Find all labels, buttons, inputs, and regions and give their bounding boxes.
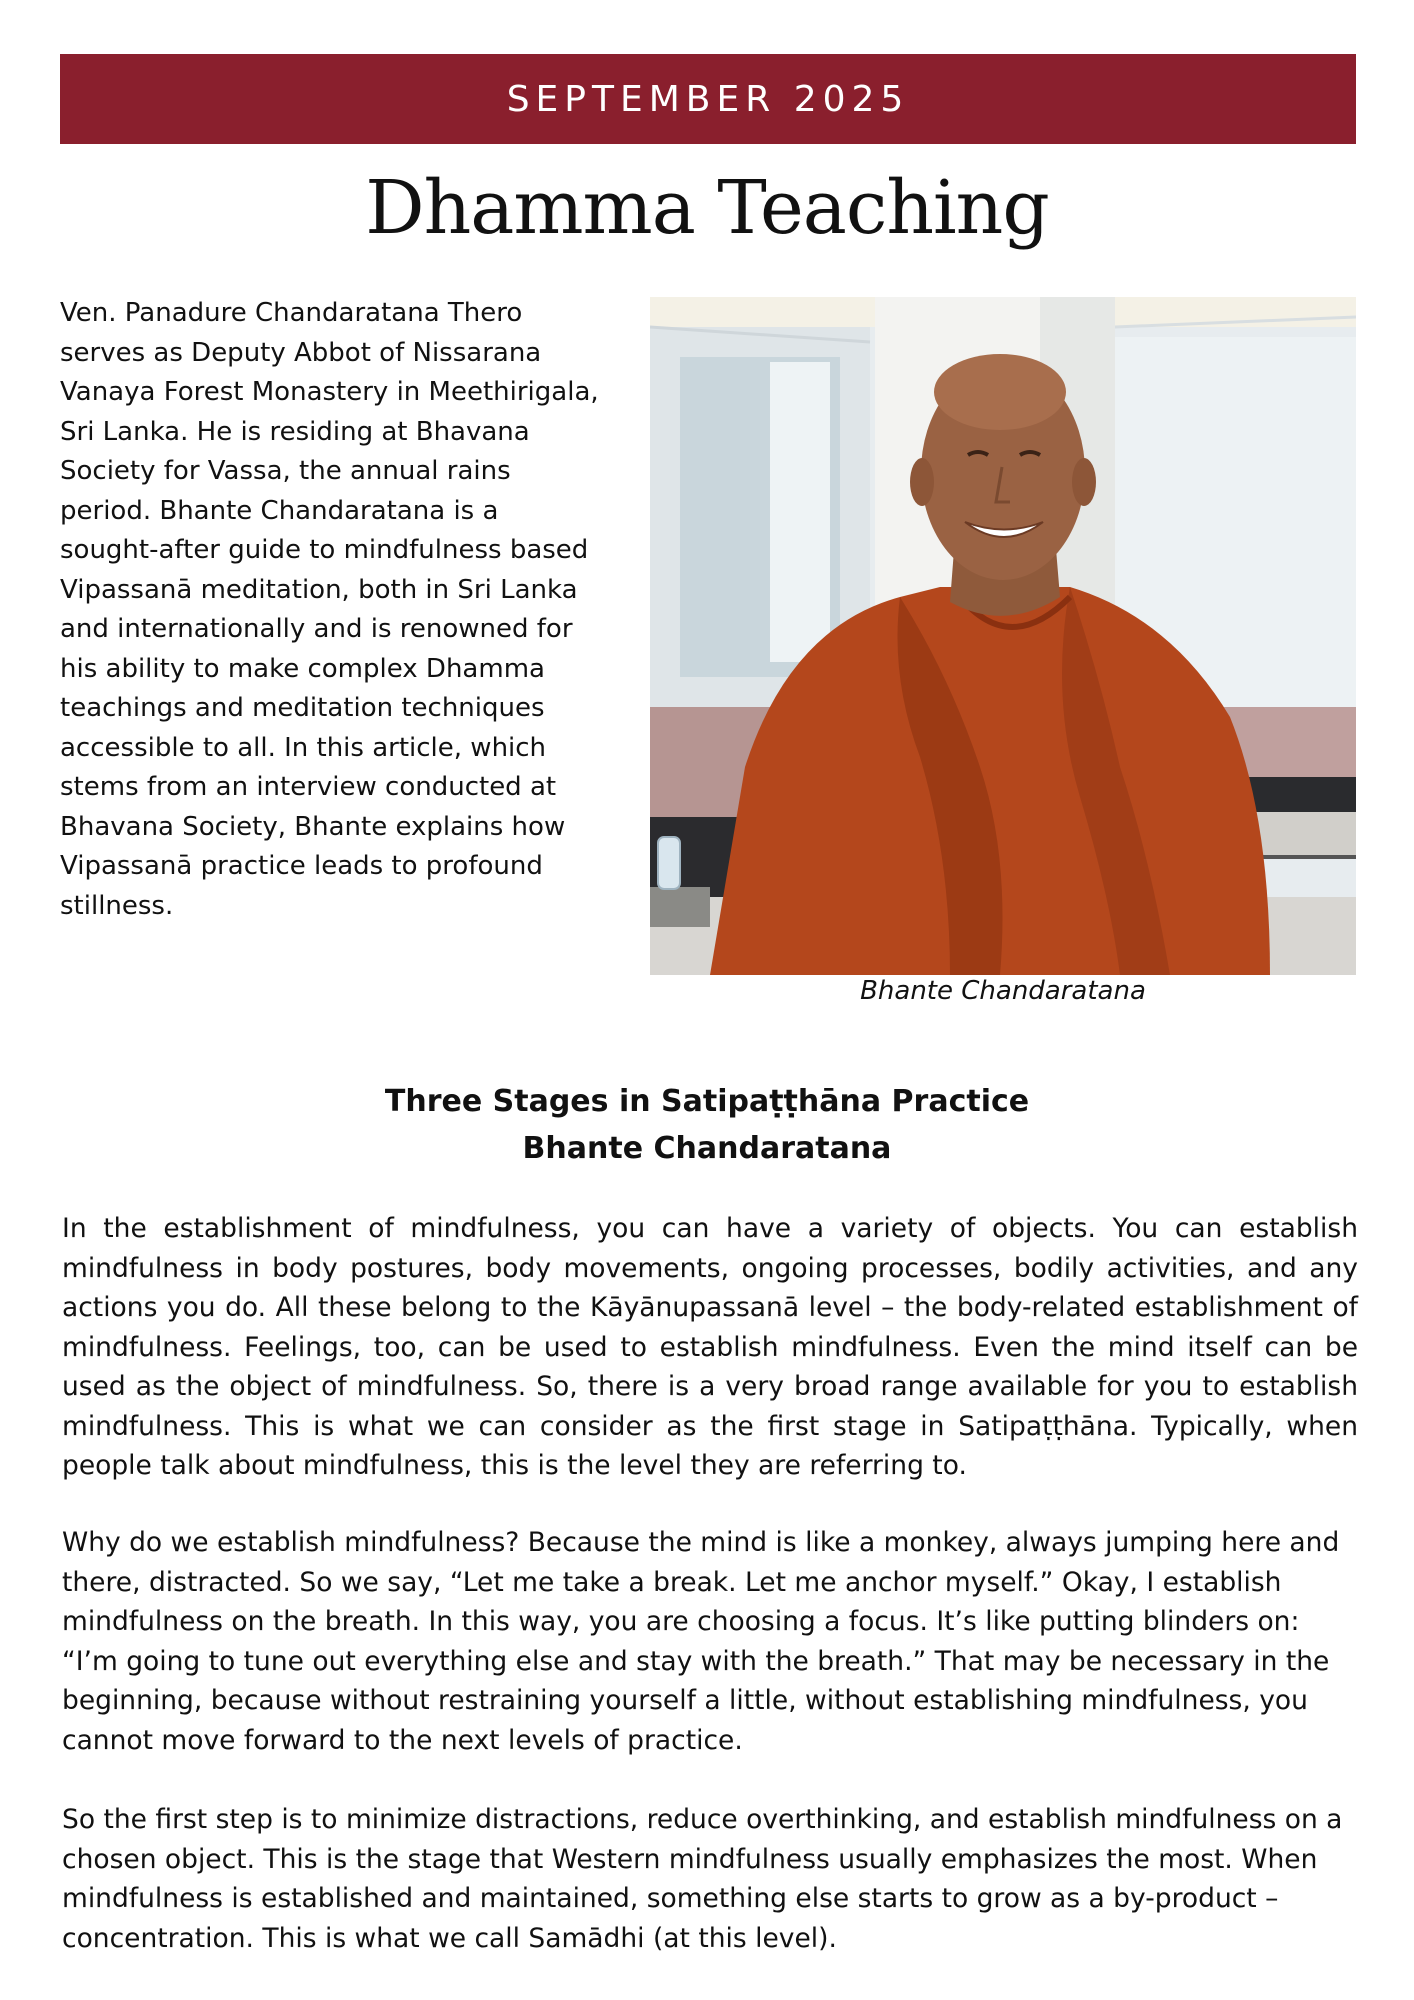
article-paragraph-2: Why do we establish mindfulness? Because the mind is like a monkey, always jumping here and there, distracted. So we say, “Let me take a break. Let me anchor myself.” Okay, I establish mindfulness on the breath. In this way, you are choosing a focus. It’s like putting blinders on: “I’m going to tune out everything else and stay with the breath.” That may be necessary in the beginning, because without restraining yourself a little, without establishing mindfulness, you cannot move forward to the next levels of practice. — [62, 1527, 1340, 1756]
date-banner-text: SEPTEMBER 2025 — [506, 78, 910, 120]
portrait-photo — [650, 297, 1356, 975]
article-paragraph-1: In the establishment of mindfulness, you can have a variety of objects. You can establish mindfulness in body postures, body movements, ongoing processes, bodily activities, and any actions you do. All these belong to the Kāyānupassanā level – the body-related establishment of mindfulness. Feelings, too, can be used to establish mindfulness. Even the mind itself can be used as the object of mindfulness. So, there is a very broad range available for you to establish mindfulness. This is what we can consider as the first stage in Satipaṭṭhāna. Typically, when people talk about mindfulness, this is the level they are referring to. — [62, 1213, 1358, 1481]
article-author: Bhante Chandaratana — [522, 1131, 892, 1166]
article-paragraph-3: So the first step is to minimize distractions, reduce overthinking, and establish mindfulness on a chosen object. This is the stage that Western mindfulness usually emphasizes the most. When mindfulness is established and maintained, something else starts to grow as a by-product – concentration. This is what we call Samādhi (at this level). — [62, 1804, 1343, 1954]
photo-caption: Bhante Chandaratana — [860, 976, 1146, 1006]
intro-paragraph: Ven. Panadure Chandaratana Thero serves as Deputy Abbot of Nissarana Vanaya Forest Monastery in Meethirigala, Sri Lanka. He is residing at Bhavana Society for Vassa, the annual rains period. Bhante Chandaratana is a sought-after guide to mindfulness based Vipassanā meditation, both in Sri Lanka and internationally and is renowned for his ability to make complex Dhamma teachings and meditation techniques accessible to all. In this article, which stems from an interview conducted at Bhavana Society, Bhante explains how Vipassanā practice leads to profound stillness. — [60, 298, 599, 921]
date-banner — [60, 54, 1356, 144]
article-title: Three Stages in Satipaṭṭhāna Practice — [384, 1084, 1030, 1119]
article-heading — [0, 1078, 1414, 1172]
page-title: Dhamma Teaching — [365, 165, 1049, 251]
